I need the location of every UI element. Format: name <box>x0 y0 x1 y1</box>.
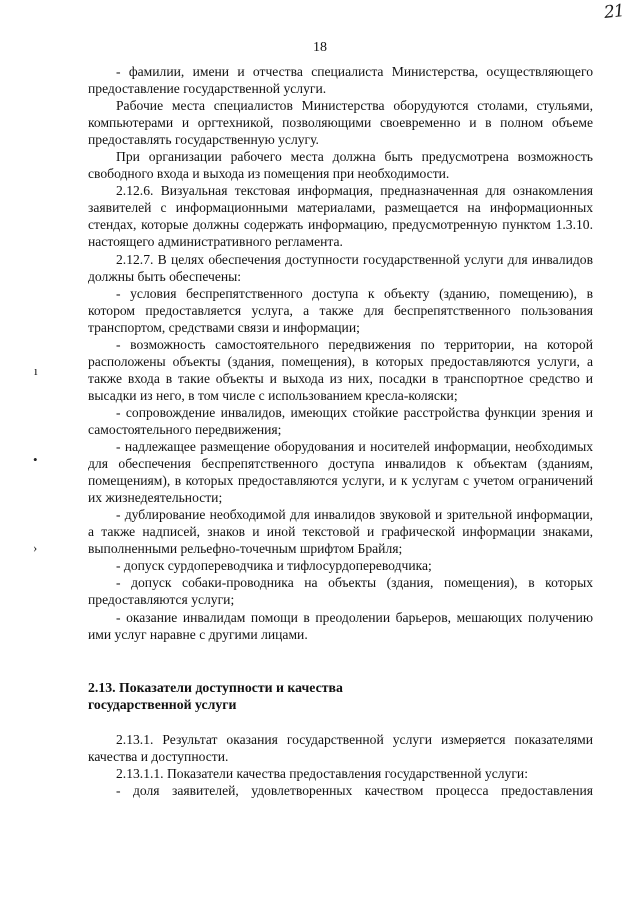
list-item: - возможность самостоятельного передвижения по территории, на которой расположены объекты (здания, помещения), в которых предоставляются услуги, а также входа в такие объекты и выхода из них, посадки в транспортное средство и высадки из него, в том числе с использованием кресла-коляски; <box>88 336 593 403</box>
paragraph: При организации рабочего места должна быть предусмотрена возможность свободного входа и выхода из помещения при необходимости. <box>88 149 593 182</box>
paragraph: Рабочие места специалистов Министерства оборудуются столами, стульями, компьютерами и оргтехникой, позволяющими своевременно и в полном объеме предоставлять государственную услугу. <box>88 98 593 148</box>
list-item: - надлежащее размещение оборудования и носителей информации, необходимых для обеспечения беспрепятственного доступа инвалидов к объектам (зданиям, помещениям), в которых предоставляются услуги, и к услугам с учетом ограничений их жизнедеятельности; <box>88 439 593 506</box>
list-item: - оказание инвалидам помощи в преодолении барьеров, мешающих получению ими услуг наравне с другими лицами. <box>88 609 593 642</box>
list-item: - допуск сурдопереводчика и тифлосурдопереводчика; <box>116 558 432 574</box>
page-number: 18 <box>313 40 327 55</box>
handwritten-page-mark: 21 <box>603 1 625 23</box>
margin-mark: › <box>33 540 38 555</box>
list-item: - доля заявителей, удовлетворенных качеством процесса предоставления <box>116 782 593 798</box>
paragraph: 2.12.7. В целях обеспечения доступности государственной услуги для инвалидов должны быть обеспечены: <box>88 251 593 284</box>
section-heading-line: государственной услуги <box>88 697 237 713</box>
list-item: - допуск собаки-проводника на объекты (здания, помещения), в которых предоставляются услуги; <box>88 575 593 608</box>
list-item: - условия беспрепятственного доступа к объекту (зданию, помещению), в котором предоставляется услуга, а также для беспрепятственного пользования транспортом, средствами связи и информации; <box>88 285 593 335</box>
paragraph: 2.13.1.1. Показатели качества предоставления государственной услуги: <box>116 765 528 781</box>
list-item: - дублирование необходимой для инвалидов звуковой и зрительной информации, а также надписей, знаков и иной текстовой и графической информации знаками, выполненными рельефно-точечным шрифтом Брайля; <box>88 507 593 557</box>
paragraph: 2.12.6. Визуальная текстовая информация, предназначенная для ознакомления заявителей с информационными материалами, размещается на информационных стендах, которые должны содержать информацию, предусмотренную пунктом 1.3.10. настоящего административного регламента. <box>88 183 593 250</box>
list-item: - сопровождение инвалидов, имеющих стойкие расстройства функции зрения и самостоятельного передвижения; <box>88 404 593 437</box>
paragraph: 2.13.1. Результат оказания государственной услуги измеряется показателями качества и доступности. <box>88 731 593 764</box>
spacer <box>88 643 593 679</box>
paragraph: - фамилии, имени и отчества специалиста Министерства, осуществляющего предоставление государственной услуги. <box>88 64 593 97</box>
section-heading-line: 2.13. Показатели доступности и качества <box>88 679 343 695</box>
document-body <box>88 63 593 799</box>
margin-mark: • <box>33 452 38 467</box>
spacer <box>88 714 593 731</box>
margin-mark: ı <box>34 363 38 378</box>
